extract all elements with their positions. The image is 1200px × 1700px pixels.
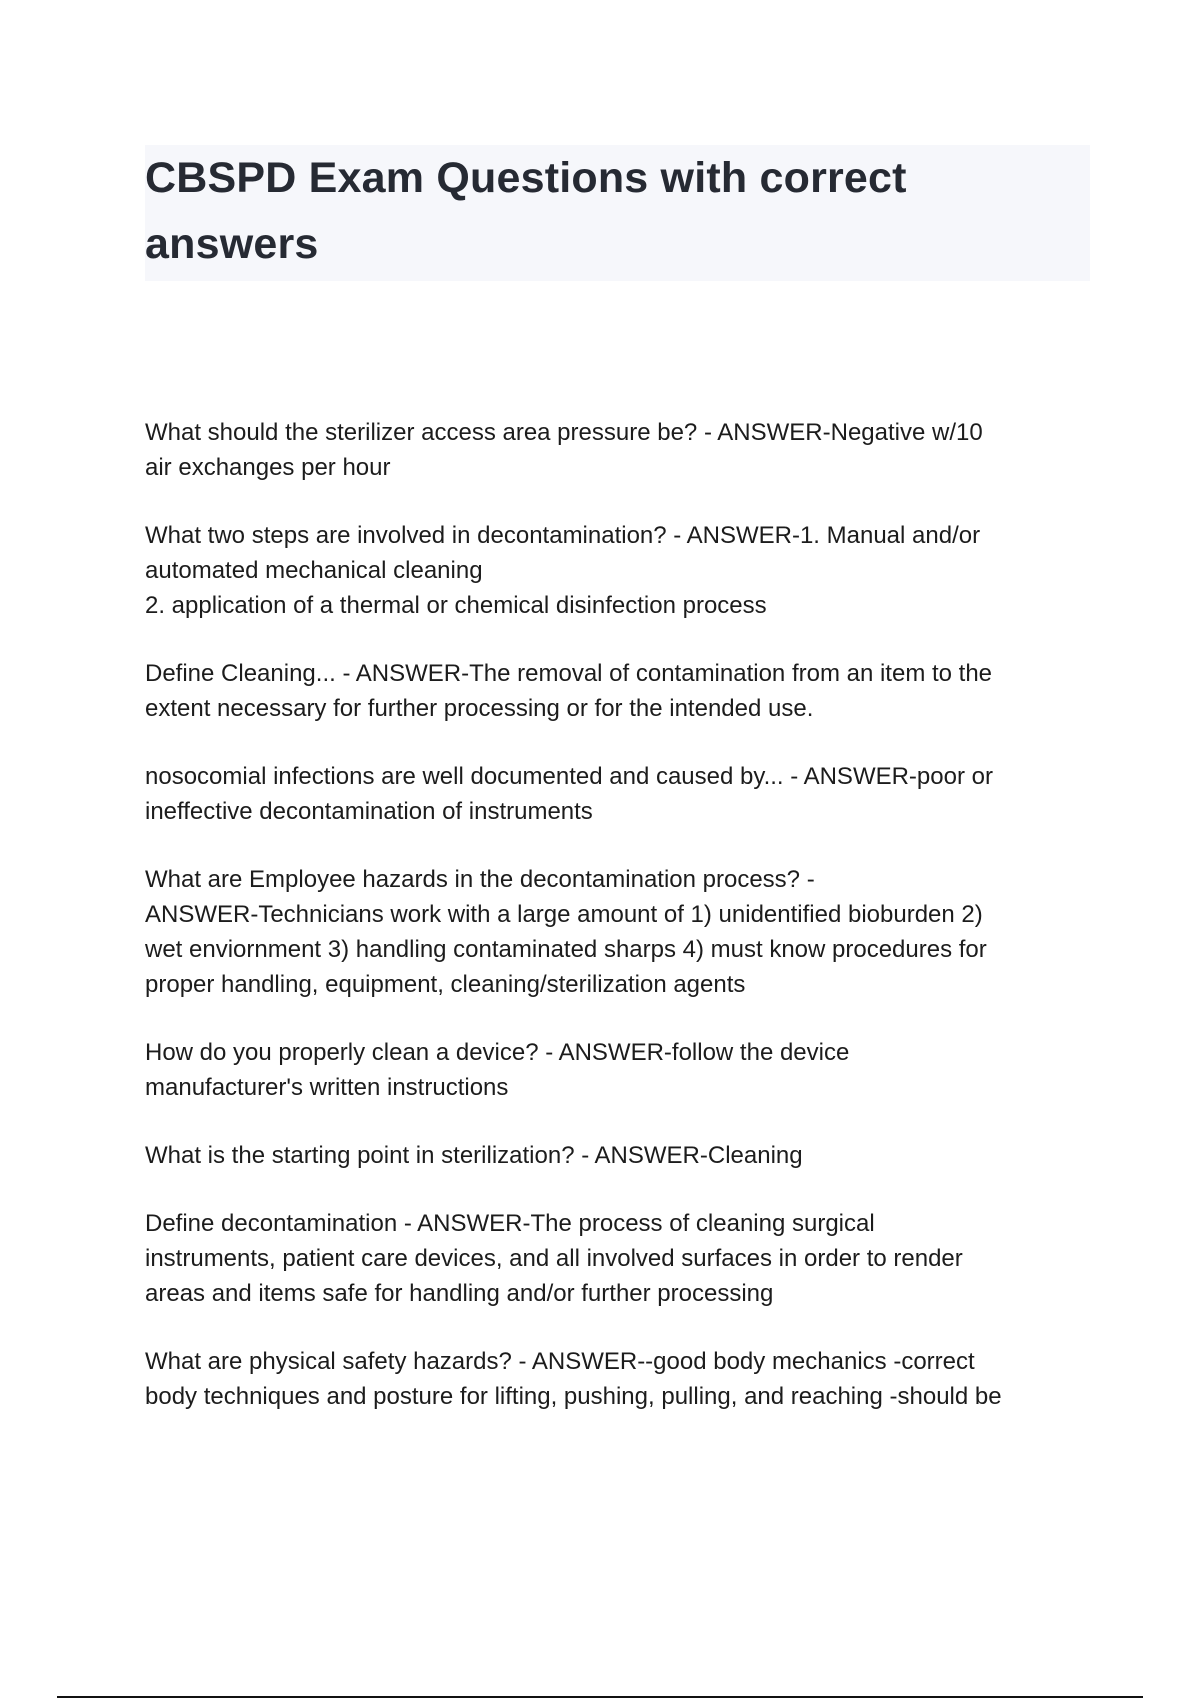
qa-line: ANSWER-Technicians work with a large amount of 1) unidentified bioburden 2) (145, 901, 983, 928)
qa-line: What should the sterilizer access area pressure be? - ANSWER-Negative w/10 (145, 419, 983, 446)
qa-line: wet enviornment 3) handling contaminated sharps 4) must know procedures for (145, 936, 987, 963)
qa-line: How do you properly clean a device? - ANSWER-follow the device (145, 1039, 850, 1066)
qa-line: What are physical safety hazards? - ANSWER--good body mechanics -correct (145, 1348, 975, 1375)
qa-line: instruments, patient care devices, and all involved surfaces in order to render (145, 1245, 963, 1272)
page-title (145, 145, 1078, 277)
qa-line: Define decontamination - ANSWER-The process of cleaning surgical (145, 1210, 875, 1237)
qa-item (145, 656, 1090, 726)
qa-line: Define Cleaning... - ANSWER-The removal of contamination from an item to the (145, 660, 993, 687)
qa-item (145, 1344, 1090, 1414)
qa-list (145, 415, 1090, 1447)
qa-item (145, 1138, 1090, 1173)
title-banner (145, 145, 1090, 281)
qa-line: extent necessary for further processing or for the intended use. (145, 695, 814, 722)
qa-item (145, 862, 1090, 1002)
title-line: answers (145, 220, 319, 268)
qa-item (145, 518, 1090, 623)
qa-line: What two steps are involved in decontamination? - ANSWER-1. Manual and/or (145, 522, 981, 549)
qa-line: body techniques and posture for lifting, pushing, pulling, and reaching -should be (145, 1383, 1002, 1410)
qa-item (145, 759, 1090, 829)
qa-line: What is the starting point in sterilization? - ANSWER-Cleaning (145, 1142, 803, 1169)
qa-item (145, 1206, 1090, 1311)
title-line: CBSPD Exam Questions with correct (145, 154, 907, 202)
qa-line: areas and items safe for handling and/or further processing (145, 1280, 774, 1307)
qa-item (145, 415, 1090, 485)
qa-line: What are Employee hazards in the decontamination process? - (145, 866, 815, 893)
qa-line: air exchanges per hour (145, 454, 391, 481)
qa-line: nosocomial infections are well documented and caused by... - ANSWER-poor or (145, 763, 993, 790)
page-bottom-divider (57, 1696, 1143, 1698)
qa-line: manufacturer's written instructions (145, 1074, 509, 1101)
qa-line: ineffective decontamination of instruments (145, 798, 593, 825)
qa-line: 2. application of a thermal or chemical disinfection process (145, 592, 767, 619)
qa-item (145, 1035, 1090, 1105)
qa-line: proper handling, equipment, cleaning/sterilization agents (145, 971, 746, 998)
qa-line: automated mechanical cleaning (145, 557, 483, 584)
